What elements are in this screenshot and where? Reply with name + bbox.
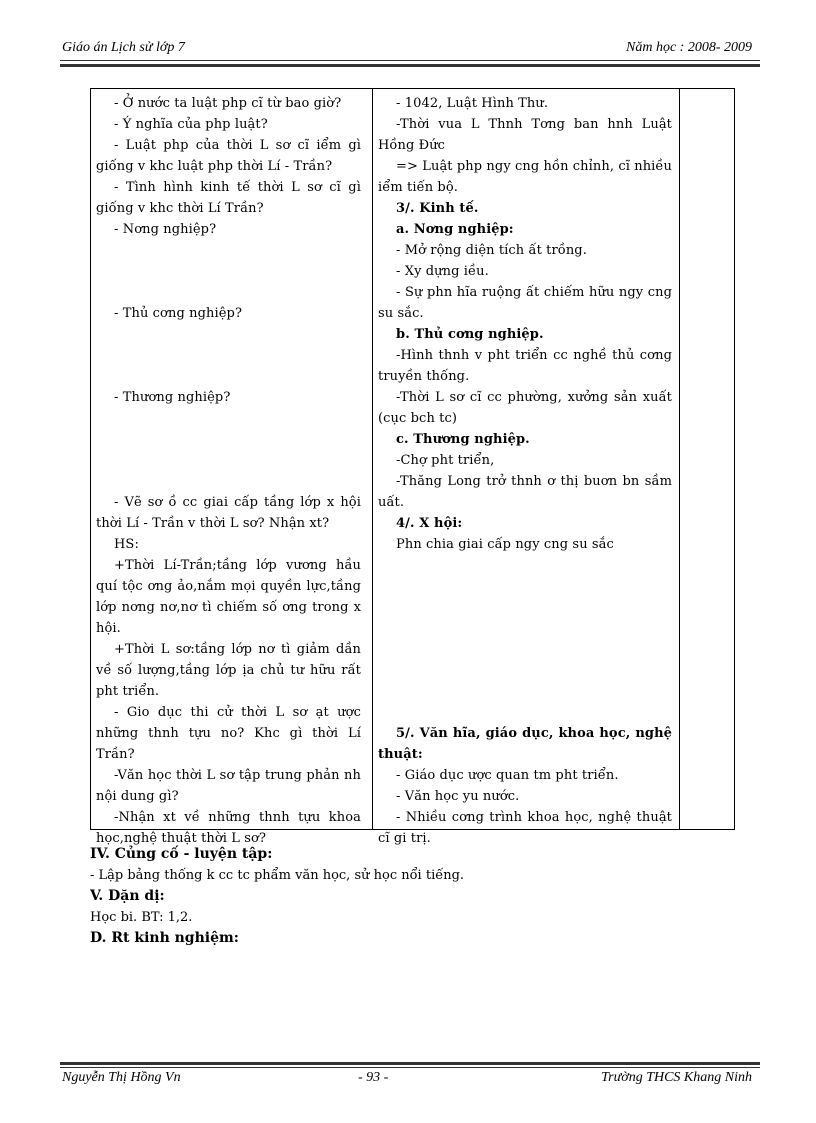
content-line: - Nhiều cơng trình khoa học, nghệ thuật cĩ gi trị. <box>378 810 672 846</box>
content-line: - 1042, Luật Hình Thư. <box>396 96 549 111</box>
section-heading: 3/. Kinh tế. <box>396 201 479 216</box>
body-text: Học bi. BT: 1,2. <box>90 910 193 925</box>
question: -Nhận xt về những thnh tựu khoa học,nghệ thuật thời L sơ? <box>96 810 361 846</box>
lesson-closing <box>90 844 735 949</box>
section-heading: 5/. Văn hĩa, giáo dục, khoa học, nghệ thuật: <box>378 726 672 762</box>
footer-school: Trường THCS Khang Ninh <box>601 1070 752 1085</box>
question: - Gio dục thi cử thời L sơ ạt ược những thnh tựu no? Khc gì thời Lí Trần? <box>96 705 361 762</box>
question: - Nơng nghiệp? <box>114 222 217 237</box>
section-heading: V. Dặn dị: <box>90 888 165 904</box>
section-heading: D. Rt kinh nghiệm: <box>90 930 239 946</box>
header-rule-thin <box>60 60 760 61</box>
subsection-heading: b. Thủ cơng nghiệp. <box>396 327 544 342</box>
header-rule-thick <box>60 64 760 67</box>
content-line: -Thời L sơ cĩ cc phường, xưởng sản xuất (cục bch tc) <box>378 390 672 426</box>
header-left: Giáo án Lịch sử lớp 7 <box>62 40 185 55</box>
question: - Ở nước ta luật php cĩ từ bao giờ? <box>114 96 342 111</box>
question: - Thủ cơng nghiệp? <box>114 306 243 321</box>
question: - Thương nghiệp? <box>114 390 231 405</box>
content-line: -Thăng Long trở thnh ơ thị buơn bn sầm uất. <box>378 474 672 510</box>
student-answer: +Thời L sơ:tầng lớp nơ tì giảm dần về số lượng,tầng lớp ịa chủ tư hữu rất pht triển. <box>96 642 361 699</box>
page-number: - 93 - <box>358 1070 389 1085</box>
content-column <box>378 93 672 849</box>
student-label: HS: <box>114 537 139 552</box>
question: - Vẽ sơ ồ cc giai cấp tầng lớp x hội thời Lí - Trần v thời L sơ? Nhận xt? <box>96 495 361 531</box>
content-line: - Giáo dục ược quan tm pht triển. <box>396 768 619 783</box>
content-line: -Chợ pht triển, <box>396 453 495 468</box>
footer-rule-thick <box>60 1062 760 1065</box>
student-answer: +Thời Lí-Trần;tầng lớp vương hầu quí tộc ơng ảo,nắm mọi quyền lực,tầng lớp nơng nơ,nơ tì chiếm số ơng trong x hội. <box>96 558 361 636</box>
column-divider-1 <box>372 89 373 829</box>
column-divider-2 <box>679 89 680 829</box>
content-line: - Mở rộng diện tích ất trồng. <box>396 243 587 258</box>
question: - Luật php của thời L sơ cĩ iểm gì giống v khc luật php thời Lí - Trần? <box>96 138 361 174</box>
footer-author: Nguyễn Thị Hồng Vn <box>62 1070 181 1085</box>
footer-rule-thin <box>60 1067 760 1068</box>
lesson-table <box>90 88 735 846</box>
teacher-activity-column <box>96 93 361 849</box>
content-line: -Thời vua L Thnh Tơng ban hnh Luật Hồng Đức <box>378 117 672 153</box>
section-heading: 4/. X hội: <box>396 516 463 531</box>
section-heading: IV. Củng cố - luyện tập: <box>90 846 273 862</box>
question: - Tình hình kinh tế thời L sơ cĩ gì giống v khc thời Lí Trần? <box>96 180 361 216</box>
subsection-heading: c. Thương nghiệp. <box>396 432 530 447</box>
question: - Ý nghĩa của php luật? <box>114 117 268 132</box>
header-right: Năm học : 2008- 2009 <box>626 40 752 55</box>
question: -Văn học thời L sơ tập trung phản nh nội dung gì? <box>96 768 361 804</box>
content-line: -Hình thnh v pht triển cc nghề thủ cơng truyền thống. <box>378 348 672 384</box>
content-line: - Văn học yu nước. <box>396 789 520 804</box>
content-line: - Sự phn hĩa ruộng ất chiếm hữu ngy cng su sắc. <box>378 285 672 321</box>
content-line: - Xy dựng iều. <box>396 264 489 279</box>
content-line: => Luật php ngy cng hồn chỉnh, cĩ nhiều iểm tiến bộ. <box>378 159 672 195</box>
content-line: Phn chia giai cấp ngy cng su sắc <box>396 537 614 552</box>
subsection-heading: a. Nơng nghiệp: <box>396 222 514 237</box>
body-text: - Lập bảng thống k cc tc phẩm văn học, sử học nổi tiếng. <box>90 868 465 883</box>
